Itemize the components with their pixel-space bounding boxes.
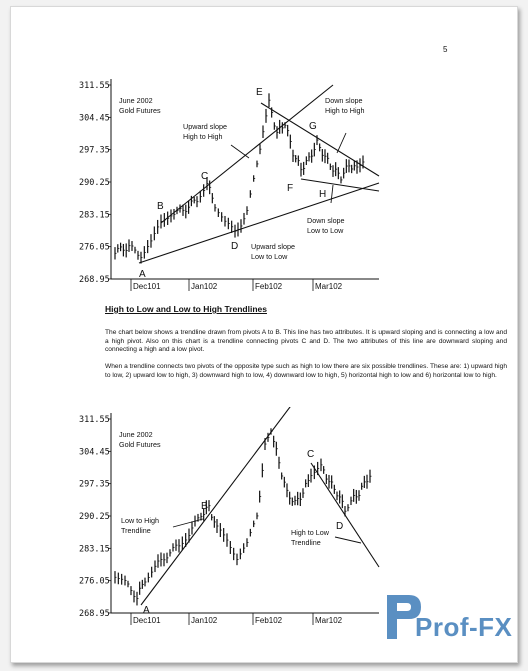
bottom-y-tick-label: 276.05 [79, 576, 110, 587]
bottom-y-tick-label: 311.55 [79, 415, 110, 425]
trendline-a-b [141, 407, 293, 605]
top-x-tick-label: Dec101 [133, 282, 161, 291]
bottom-y-tick-label: 283.15 [79, 544, 110, 555]
note-down-ll-1: Down slope [307, 216, 345, 225]
top-x-tick-label: Jan102 [191, 282, 218, 291]
arrow-high-low [335, 537, 361, 543]
note-high-low-2: Trendline [291, 538, 321, 547]
top-y-tick-label: 283.15 [79, 210, 110, 221]
note-upward-ll-1: Upward slope [251, 242, 295, 251]
bottom-x-tick-label: Mar102 [315, 616, 343, 625]
top-y-tick-label: 304.45 [79, 113, 110, 124]
note-upward-ll-2: Low to Low [251, 252, 288, 261]
arrow-upward-hh [231, 145, 249, 158]
bottom-chart-trendlines [141, 407, 379, 605]
note-upward-hh-1: Upward slope [183, 122, 227, 131]
pivot-b-label: B [157, 201, 164, 212]
bottom-x-tick-label: Dec101 [133, 616, 161, 625]
bottom-x-tick-label: Feb102 [255, 616, 283, 625]
note-low-high-2: Trendline [121, 526, 151, 535]
note-down-ll-2: Low to Low [307, 226, 344, 235]
arrow-down-low [331, 185, 333, 203]
pivot-f-label: F [287, 183, 294, 194]
pivot-e-label: E [256, 87, 263, 98]
note-down-hh-1: Down slope [325, 96, 363, 105]
pivot-a-label: A [139, 269, 146, 280]
top-chart-price-bars [115, 93, 365, 263]
top-y-tick-label: 297.35 [79, 145, 110, 156]
watermark-text: Prof-FX [415, 612, 513, 642]
trendline-c-e [161, 85, 333, 223]
top-y-tick-label: 276.05 [79, 242, 110, 253]
bottom-y-tick-label: 304.45 [79, 447, 110, 458]
note-down-hh-2: High to High [325, 106, 365, 115]
trendline-c-d [311, 463, 379, 567]
bottom-y-tick-label: 268.95 [79, 609, 110, 619]
note-low-high-1: Low to High [121, 516, 159, 525]
section-title: High to Low and Low to High Trendlines [105, 304, 267, 314]
top-x-tick-label: Mar102 [315, 282, 343, 291]
paragraph-2: When a trendline connects two pivots of the opposite type such as high to low there are six possible trendlines. These are: 1) upward high to low, 2) upward low to high, 3) downward high to low, 4) downward low to high, 5) horizontal high to low and 6) horizontal low to high. [105, 363, 507, 379]
note-upward-hh-2: High to High [183, 132, 223, 141]
top-y-tick-label: 311.55 [79, 81, 110, 91]
arrow-low-high [173, 519, 203, 527]
top-instrument-line1: June 2002 [119, 96, 153, 105]
trendline-f-h [301, 179, 379, 191]
bottom-pivot-d-label: D [336, 521, 344, 532]
bottom-pivot-b-label: B [201, 501, 208, 512]
bottom-instrument-line2: Gold Futures [119, 440, 161, 449]
pivot-c-label: C [201, 171, 209, 182]
pivot-g-label: G [309, 121, 317, 132]
arrow-g [337, 133, 346, 153]
pivot-h-label: H [319, 189, 327, 200]
top-x-tick-label: Feb102 [255, 282, 283, 291]
top-gold-chart [11, 73, 517, 299]
top-y-tick-label: 290.25 [79, 178, 110, 188]
top-instrument-line2: Gold Futures [119, 106, 161, 115]
bottom-y-tick-label: 290.25 [79, 512, 110, 522]
bottom-pivot-a-label: A [143, 605, 150, 616]
note-high-low-1: High to Low [291, 528, 329, 537]
bottom-y-tick-label: 297.35 [79, 479, 110, 490]
bottom-instrument-line1: June 2002 [119, 430, 153, 439]
bottom-pivot-c-label: C [307, 449, 315, 460]
paragraph-1: The chart below shows a trendline drawn from pivots A to B. This line has two attributes. It is upward sloping and is connecting a low and a high pivot. Also on this chart is a trendline connecting pivots C and D. The two attributes of this line are downward sloping and connecting a high and a low pivot. [105, 329, 507, 354]
page-number: 5 [443, 45, 448, 54]
document-page [10, 6, 518, 663]
pivot-d-label: D [231, 241, 239, 252]
bottom-x-tick-label: Jan102 [191, 616, 218, 625]
top-y-tick-label: 268.95 [79, 275, 110, 285]
